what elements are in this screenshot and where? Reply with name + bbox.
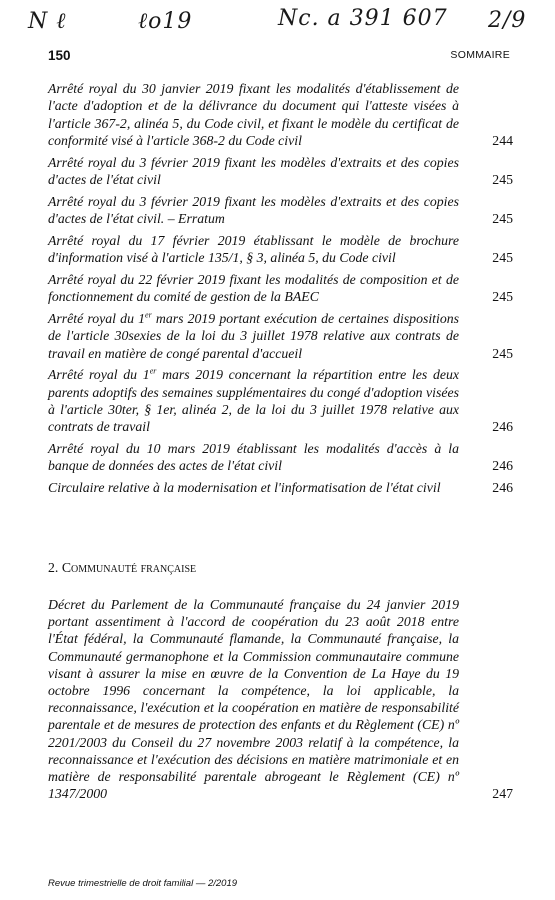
chapter-heading [48, 560, 196, 576]
toc-entry-title-rest: mars 2019 portant exécution de certaines dispositions de l'article 30sexies de la loi du 3 juillet 1978 relative aux contrats de travail en matière de congé parental d'accueil [48, 311, 459, 361]
toc-entry [48, 154, 513, 189]
toc-entry-page: 246 [492, 419, 513, 435]
toc-entry-page: 245 [492, 211, 513, 227]
toc-entry-page: 245 [492, 250, 513, 266]
toc-entry [48, 232, 513, 267]
toc-entry-title-rest: mars 2019 concernant la répartition entre les deux parents adoptifs des semaines supplémentaires du congé d'adoption visées à l'article 30ter, § 1er, alinéa 2, de la loi du 3 juillet 1978 relative aux contrats de travail [48, 367, 459, 435]
page-footer: Revue trimestrielle de droit familial — 2/2019 [48, 878, 238, 889]
page-number: 150 [48, 48, 71, 63]
toc-entry [48, 80, 513, 149]
handwritten-annotation [0, 6, 555, 46]
toc-entry-title: Circulaire relative à la modernisation et l'informatisation de l'état civil [48, 480, 441, 496]
table-of-contents [48, 80, 513, 501]
toc-entry-title-start: Arrêté royal du 1 [48, 311, 146, 327]
toc-entry [48, 440, 513, 475]
toc-entry [48, 271, 513, 306]
toc-entry-page: 247 [492, 786, 513, 802]
toc-entry-page: 244 [492, 132, 513, 148]
toc-entry-erratum: – Erratum [164, 211, 225, 227]
handwritten-year: ℓo19 [138, 9, 193, 34]
toc-entry-title: Arrêté royal du 17 février 2019 établissant le modèle de brochure d'information visé à l'article 135/1, § 3, alinéa 5, du Code civil [48, 232, 459, 266]
toc-entry-page: 245 [492, 345, 513, 361]
toc-entry-title-start: Arrêté royal du 1 [48, 367, 150, 383]
page-header [48, 48, 510, 68]
toc-entry-page: 245 [492, 289, 513, 305]
toc-entry-title [48, 366, 459, 435]
chapter-number: 2. [48, 560, 59, 575]
toc-entry [48, 310, 513, 362]
toc-entry-title: Décret du Parlement de la Communauté française du 24 janvier 2019 portant assentiment à l'accord de coopération du 23 août 2018 entre l'État fédéral, la Communauté flamande, la Communauté française, la Communauté germanophone et la Commission communautaire commune visant à assurer la mise en œuvre de la Convention de La Haye du 19 octobre 1996 concernant la compétence, la loi applicable, la reconnaissance, l'exécution et la coopération en matière de responsabilité parentale et de mesures de protection des enfants et du Règlement (CE) nº 2201/2003 du Conseil du 27 novembre 2003 relatif à la compétence, la reconnaissance et l'exécution des décisions en matière matrimoniale et en matière de responsabilité parentale abrogeant le Règlement (CE) nº 1347/2000 [48, 597, 459, 802]
toc-entry [48, 366, 513, 435]
toc-entry-title [48, 310, 459, 362]
toc-entry-title-text: Arrêté royal du 3 février 2019 fixant les modèles d'extraits et des copies d'actes de l'état civil. [48, 193, 459, 227]
toc-entry-page: 246 [492, 458, 513, 474]
toc-entry-title: Arrêté royal du 22 février 2019 fixant les modalités de composition et de fonctionnement du comité de gestion de la BAEC [48, 271, 459, 305]
ordinal-superscript: er [145, 310, 152, 320]
handwritten-reference: Nc. a 391 607 [278, 6, 448, 31]
chapter-title: Communauté française [61, 560, 197, 575]
handwritten-fraction: 2/9 [488, 8, 527, 33]
handwritten-initials: N ℓ [28, 9, 67, 34]
toc-entry [48, 596, 513, 802]
toc-entry-page: 246 [492, 480, 513, 496]
table-of-contents-section-2 [48, 596, 513, 807]
toc-entry-page: 245 [492, 171, 513, 187]
toc-entry-title: Arrêté royal du 30 janvier 2019 fixant les modalités d'établissement de l'acte d'adoption et de la délivrance du document qui l'atteste visées à l'article 367-2, alinéa 5, du Code civil, et fixant le modèle du certificat de conformité visé à l'article 368-2 du Code civil [48, 81, 459, 148]
ordinal-superscript: er [149, 366, 157, 376]
toc-entry-title: Arrêté royal du 10 mars 2019 établissant les modalités d'accès à la banque de données des actes de l'état civil [48, 441, 459, 474]
toc-entry [48, 193, 513, 228]
toc-entry-title: Arrêté royal du 3 février 2019 fixant les modèles d'extraits et des copies d'actes de l'état civil [48, 154, 459, 187]
toc-entry-title [48, 193, 459, 228]
running-head: SOMMAIRE [450, 49, 510, 61]
toc-entry [48, 479, 513, 496]
